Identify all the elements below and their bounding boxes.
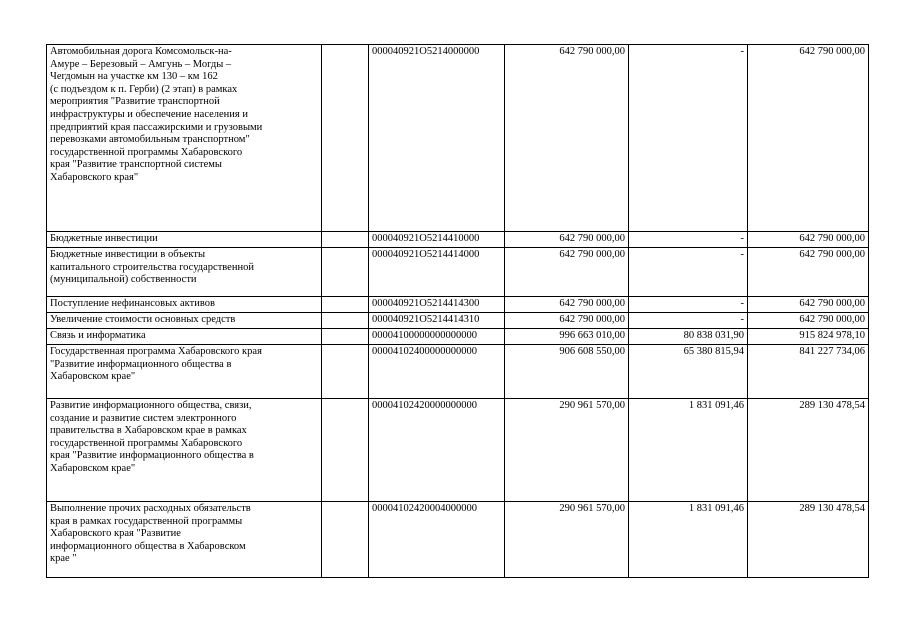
table-row bbox=[47, 248, 869, 297]
row-amount-cell: 642 790 000,00 bbox=[505, 313, 629, 329]
table-row bbox=[47, 232, 869, 248]
row-code-cell: 00004102420000000000 bbox=[369, 399, 505, 502]
row-total-cell: 915 824 978,10 bbox=[748, 329, 869, 345]
row-name-cell: Поступление нефинансовых активов bbox=[47, 297, 322, 313]
empty-cell bbox=[322, 313, 369, 329]
row-code-cell: 00004100000000000000 bbox=[369, 329, 505, 345]
budget-table bbox=[46, 44, 869, 578]
row-change-cell: 65 380 815,94 bbox=[629, 345, 748, 399]
row-amount-cell: 642 790 000,00 bbox=[505, 297, 629, 313]
row-code-cell: 000040921O5214414000 bbox=[369, 248, 505, 297]
row-amount-cell: 642 790 000,00 bbox=[505, 248, 629, 297]
row-code-cell: 000040921O5214414300 bbox=[369, 297, 505, 313]
row-name-cell: Бюджетные инвестиции в объекты капитального строительства государственной (муниципальной) собственности bbox=[47, 248, 322, 297]
row-change-cell: - bbox=[629, 313, 748, 329]
empty-cell bbox=[322, 45, 369, 232]
row-amount-cell: 906 608 550,00 bbox=[505, 345, 629, 399]
row-code-cell: 00004102400000000000 bbox=[369, 345, 505, 399]
row-name-cell: Бюджетные инвестиции bbox=[47, 232, 322, 248]
empty-cell bbox=[322, 232, 369, 248]
row-total-cell: 642 790 000,00 bbox=[748, 248, 869, 297]
table-row bbox=[47, 329, 869, 345]
row-code-cell: 000040921O5214410000 bbox=[369, 232, 505, 248]
row-name-cell: Связь и информатика bbox=[47, 329, 322, 345]
row-name-cell: Развитие информационного общества, связи, создание и развитие систем электронного правительства в Хабаровском крае в рамках государственной программы Хабаровского края "Развитие информационного общества в Хабаровском крае" bbox=[47, 399, 322, 502]
row-code-cell: 000040921O5214414310 bbox=[369, 313, 505, 329]
row-total-cell: 289 130 478,54 bbox=[748, 399, 869, 502]
row-amount-cell: 642 790 000,00 bbox=[505, 45, 629, 232]
empty-cell bbox=[322, 248, 369, 297]
row-change-cell: - bbox=[629, 248, 748, 297]
table-row bbox=[47, 345, 869, 399]
row-total-cell: 642 790 000,00 bbox=[748, 297, 869, 313]
row-change-cell: - bbox=[629, 232, 748, 248]
row-total-cell: 642 790 000,00 bbox=[748, 313, 869, 329]
row-name-cell: Выполнение прочих расходных обязательств края в рамках государственной программы Хабаровского края "Развитие информационного общества в Хабаровском крае " bbox=[47, 502, 322, 578]
row-code-cell: 00004102420004000000 bbox=[369, 502, 505, 578]
row-change-cell: 1 831 091,46 bbox=[629, 502, 748, 578]
row-total-cell: 841 227 734,06 bbox=[748, 345, 869, 399]
row-name-cell: Увеличение стоимости основных средств bbox=[47, 313, 322, 329]
row-amount-cell: 290 961 570,00 bbox=[505, 399, 629, 502]
row-change-cell: - bbox=[629, 297, 748, 313]
row-amount-cell: 642 790 000,00 bbox=[505, 232, 629, 248]
table-row bbox=[47, 399, 869, 502]
row-amount-cell: 290 961 570,00 bbox=[505, 502, 629, 578]
table-row bbox=[47, 45, 869, 232]
row-change-cell: - bbox=[629, 45, 748, 232]
empty-cell bbox=[322, 297, 369, 313]
row-code-cell: 000040921O5214000000 bbox=[369, 45, 505, 232]
row-change-cell: 1 831 091,46 bbox=[629, 399, 748, 502]
empty-cell bbox=[322, 502, 369, 578]
row-name-cell: Автомобильная дорога Комсомольск-на- Амуре – Березовый – Амгунь – Могды – Чегдомын на участке км 130 – км 162 (с подъездом к п. Герби) (2 этап) в рамках мероприятия "Развитие транспортной инфраструктуры и обеспечение населения и предприятий края пассажирскими и грузовыми перевозками автомобильным транспортном" государственной программы Хабаровского края "Развитие транспортной системы Хабаровского края" bbox=[47, 45, 322, 232]
row-total-cell: 289 130 478,54 bbox=[748, 502, 869, 578]
row-name-cell: Государственная программа Хабаровского края "Развитие информационного общества в Хабаровском крае" bbox=[47, 345, 322, 399]
empty-cell bbox=[322, 329, 369, 345]
table-row bbox=[47, 502, 869, 578]
row-amount-cell: 996 663 010,00 bbox=[505, 329, 629, 345]
table-row bbox=[47, 297, 869, 313]
row-change-cell: 80 838 031,90 bbox=[629, 329, 748, 345]
empty-cell bbox=[322, 345, 369, 399]
table-row bbox=[47, 313, 869, 329]
row-total-cell: 642 790 000,00 bbox=[748, 45, 869, 232]
empty-cell bbox=[322, 399, 369, 502]
row-total-cell: 642 790 000,00 bbox=[748, 232, 869, 248]
